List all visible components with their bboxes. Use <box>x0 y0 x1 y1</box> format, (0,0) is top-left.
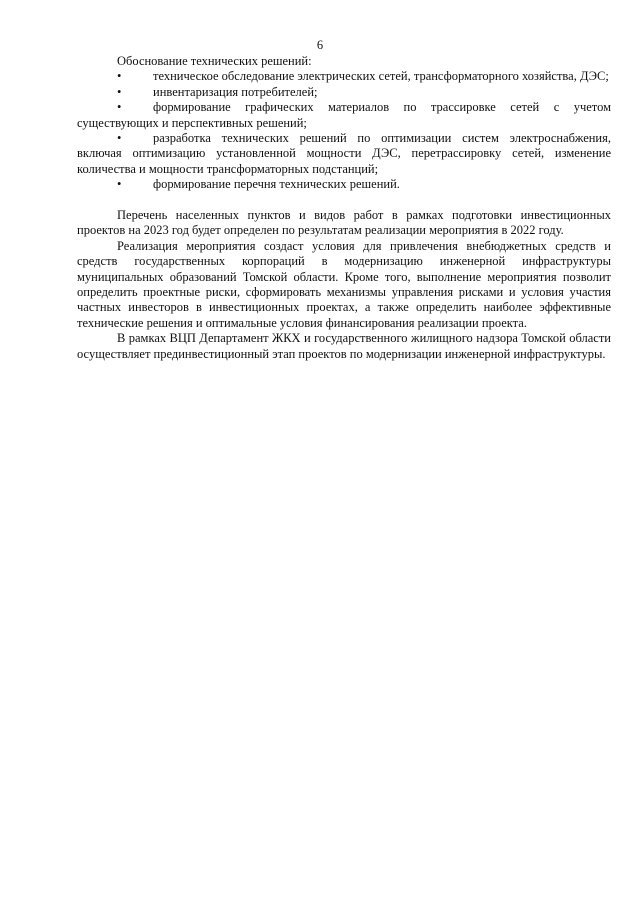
bullet-text: техническое обследование электрических сетей, трансформаторного хозяйства, ДЭС; <box>153 69 609 84</box>
bullet-item <box>77 69 611 84</box>
bullet-marker: • <box>117 84 122 99</box>
bullet-list <box>77 69 611 192</box>
bullet-marker: • <box>117 131 122 146</box>
bullet-item <box>77 100 611 131</box>
bullet-item <box>77 177 611 192</box>
bullet-text: инвентаризация потребителей; <box>153 84 318 99</box>
paragraph-department: В рамках ВЦП Департамент ЖКХ и государственного жилищного надзора Томской области осуществляет прединвестиционный этап проектов по модернизации инженерной инфраструктуры. <box>77 331 611 361</box>
paragraph-spacer <box>77 193 611 208</box>
page-number: 6 <box>316 38 324 52</box>
document-body <box>77 54 611 362</box>
bullet-item <box>77 131 611 177</box>
bullet-marker: • <box>117 69 122 84</box>
bullet-text: формирование перечня технических решений. <box>153 177 400 192</box>
bullet-marker: • <box>117 100 122 115</box>
bullet-item <box>77 85 611 100</box>
bullet-text: формирование графических материалов по трассировке сетей с учетом существующих и перспективных решений; <box>77 100 611 130</box>
section-heading: Обоснование технических решений: <box>117 54 312 68</box>
bullet-text: разработка технических решений по оптимизации систем электроснабжения, включая оптимизацию установленной мощности ДЭС, перетрассировку сетей, изменение количества и мощности трансформаторных подстанций; <box>77 131 611 176</box>
paragraph-settlements: Перечень населенных пунктов и видов работ в рамках подготовки инвестиционных проектов на 2023 год будет определен по результатам реализации мероприятия в 2022 году. <box>77 208 611 238</box>
paragraph-implementation: Реализация мероприятия создаст условия для привлечения внебюджетных средств и средств государственных корпораций в модернизацию инженерной инфраструктуры муниципальных образований Томской области. Кроме того, выполнение мероприятия позволит определить проектные риски, сформировать механизмы управления рисками и условия участия частных инвесторов в инвестиционных проектах, а также определить наиболее эффективные технические решения и оптимальные условия финансирования реализации проекта. <box>77 238 611 330</box>
bullet-marker: • <box>117 177 122 192</box>
